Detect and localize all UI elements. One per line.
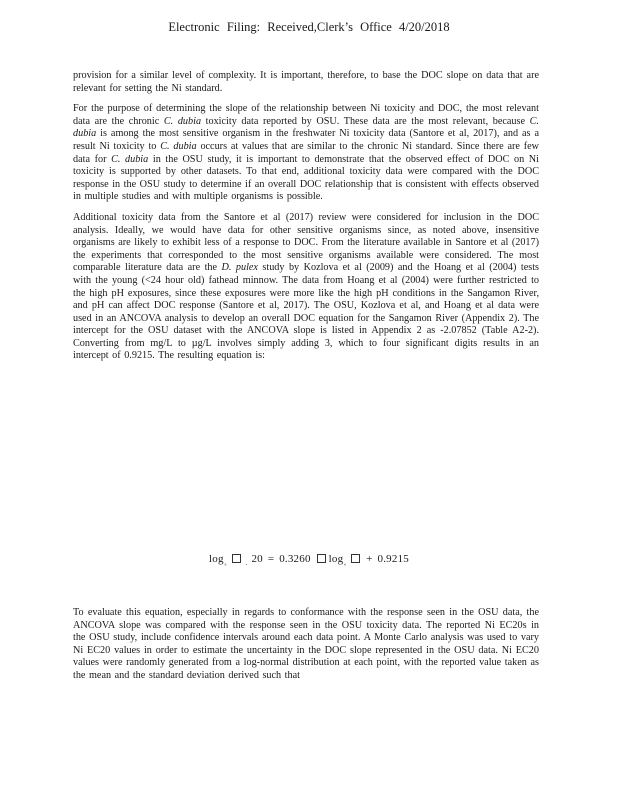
paragraph-2	[73, 103, 539, 204]
paragraph-1	[73, 70, 539, 95]
document-body-lower	[73, 607, 539, 691]
species-name: C. dubia	[163, 115, 202, 127]
text-run: For the purpose of determining the slope of the relationship between Ni toxicity and DOC, the most relevant data are the chronic	[73, 103, 539, 127]
equation-ec20-label: 20	[251, 553, 263, 565]
species-name: D. pulex	[221, 262, 258, 274]
equation-slope: 0.3260	[279, 553, 311, 565]
text-run: occurs at values that are similar to the chronic Ni standard. Since there are few data for	[73, 140, 539, 165]
equation-intercept: 0.9215	[377, 553, 409, 565]
equation-placeholder-glyph	[317, 554, 326, 563]
text-run: toxicity data reported by OSU. These data are the most relevant, because	[201, 115, 530, 127]
species-name: C. dubia	[73, 115, 539, 140]
equation-equals: =	[267, 553, 275, 565]
text-run: provision for a similar level of complexity. It is important, therefore, to base the DOC slope on data that are relevant for setting the Ni standard.	[73, 70, 539, 94]
text-run: study by Kozlova et al (2009) and the Hoang et al (2004) tests with the young (<24 hour old) fathead minnow. The data from Hoang et al (2004) were further restricted to the high pH exposures, since these exposures were more like the high pH conditions in the Sangamon River, and pH can affect DOC response (Santore et al, 2017). The OSU, Kozlova et al, and Hoang et al data were used in an ANCOVA analysis to develop an overall DOC equation for the Sangamon River (Appendix 2). The intercept for the OSU dataset with the ANCOVA slope is listed in Appendix 2 as -2.07852 (Table A2-2). Converting from mg/L to µg/L involves simply adding 3, which to four significant digits results in an intercept of 0.9215. The resulting equation is:	[73, 262, 539, 362]
equation-log-term-2: log	[328, 553, 344, 565]
paragraph-4: To evaluate this equation, especially in regards to conformance with the response seen in the OSU data, the ANCOVA slope was compared with the response seen in the OSU toxicity data. The reported Ni EC20s in the OSU study, include confidence intervals around each data point. A Monte Carlo analysis was used to vary Ni EC20 values in order to estimate the uncertainty in the DOC slope represented in the OSU data. Ni EC20 values were randomly generated from a log-normal distribution at each point, with the reported value taken as the mean and the standard deviation derived such that	[73, 607, 539, 681]
species-name: C. dubia	[111, 153, 149, 165]
equation-plus: +	[366, 553, 373, 565]
text-run: in the OSU study, it is important to demonstrate that the observed effect of DOC on Ni toxicity is supported by other datasets. To that end, additional toxicity data were compared with the DOC response in the OSU study to determine if an overall DOC relationship that is consistent with effects observed in multiple studies and with multiple organisms is possible.	[73, 153, 539, 203]
doc-equation: $\log_{_e} _.$ 20 = 0.3260 $\log_{_e} + 0.9215$	[209, 553, 409, 567]
equation-placeholder-glyph	[351, 554, 360, 563]
paragraph-3	[73, 212, 539, 363]
filing-header: Electronic Filing: Received,Clerk’s Office 4/20/2018	[168, 20, 450, 34]
document-body	[73, 70, 539, 371]
text-run: Additional toxicity data from the Santore et al (2017) review were considered for inclusion in the DOC analysis. Ideally, we would have data for other sensitive organisms since, as noted above, insensitive organisms are likely to exhibit less of a response to DOC. From the literature available in Santore et al (2017) the experiments that corresponded to the most sensitive organisms available were considered. The most comparable literature data are the	[73, 211, 539, 274]
equation-log-term: log	[209, 553, 224, 565]
species-name: C. dubia	[160, 140, 197, 152]
equation-placeholder-glyph	[232, 554, 241, 563]
text-run: is among the most sensitive organism in the freshwater Ni toxicity data (Santore et al, 2017), and as a result Ni toxicity to	[73, 128, 539, 152]
